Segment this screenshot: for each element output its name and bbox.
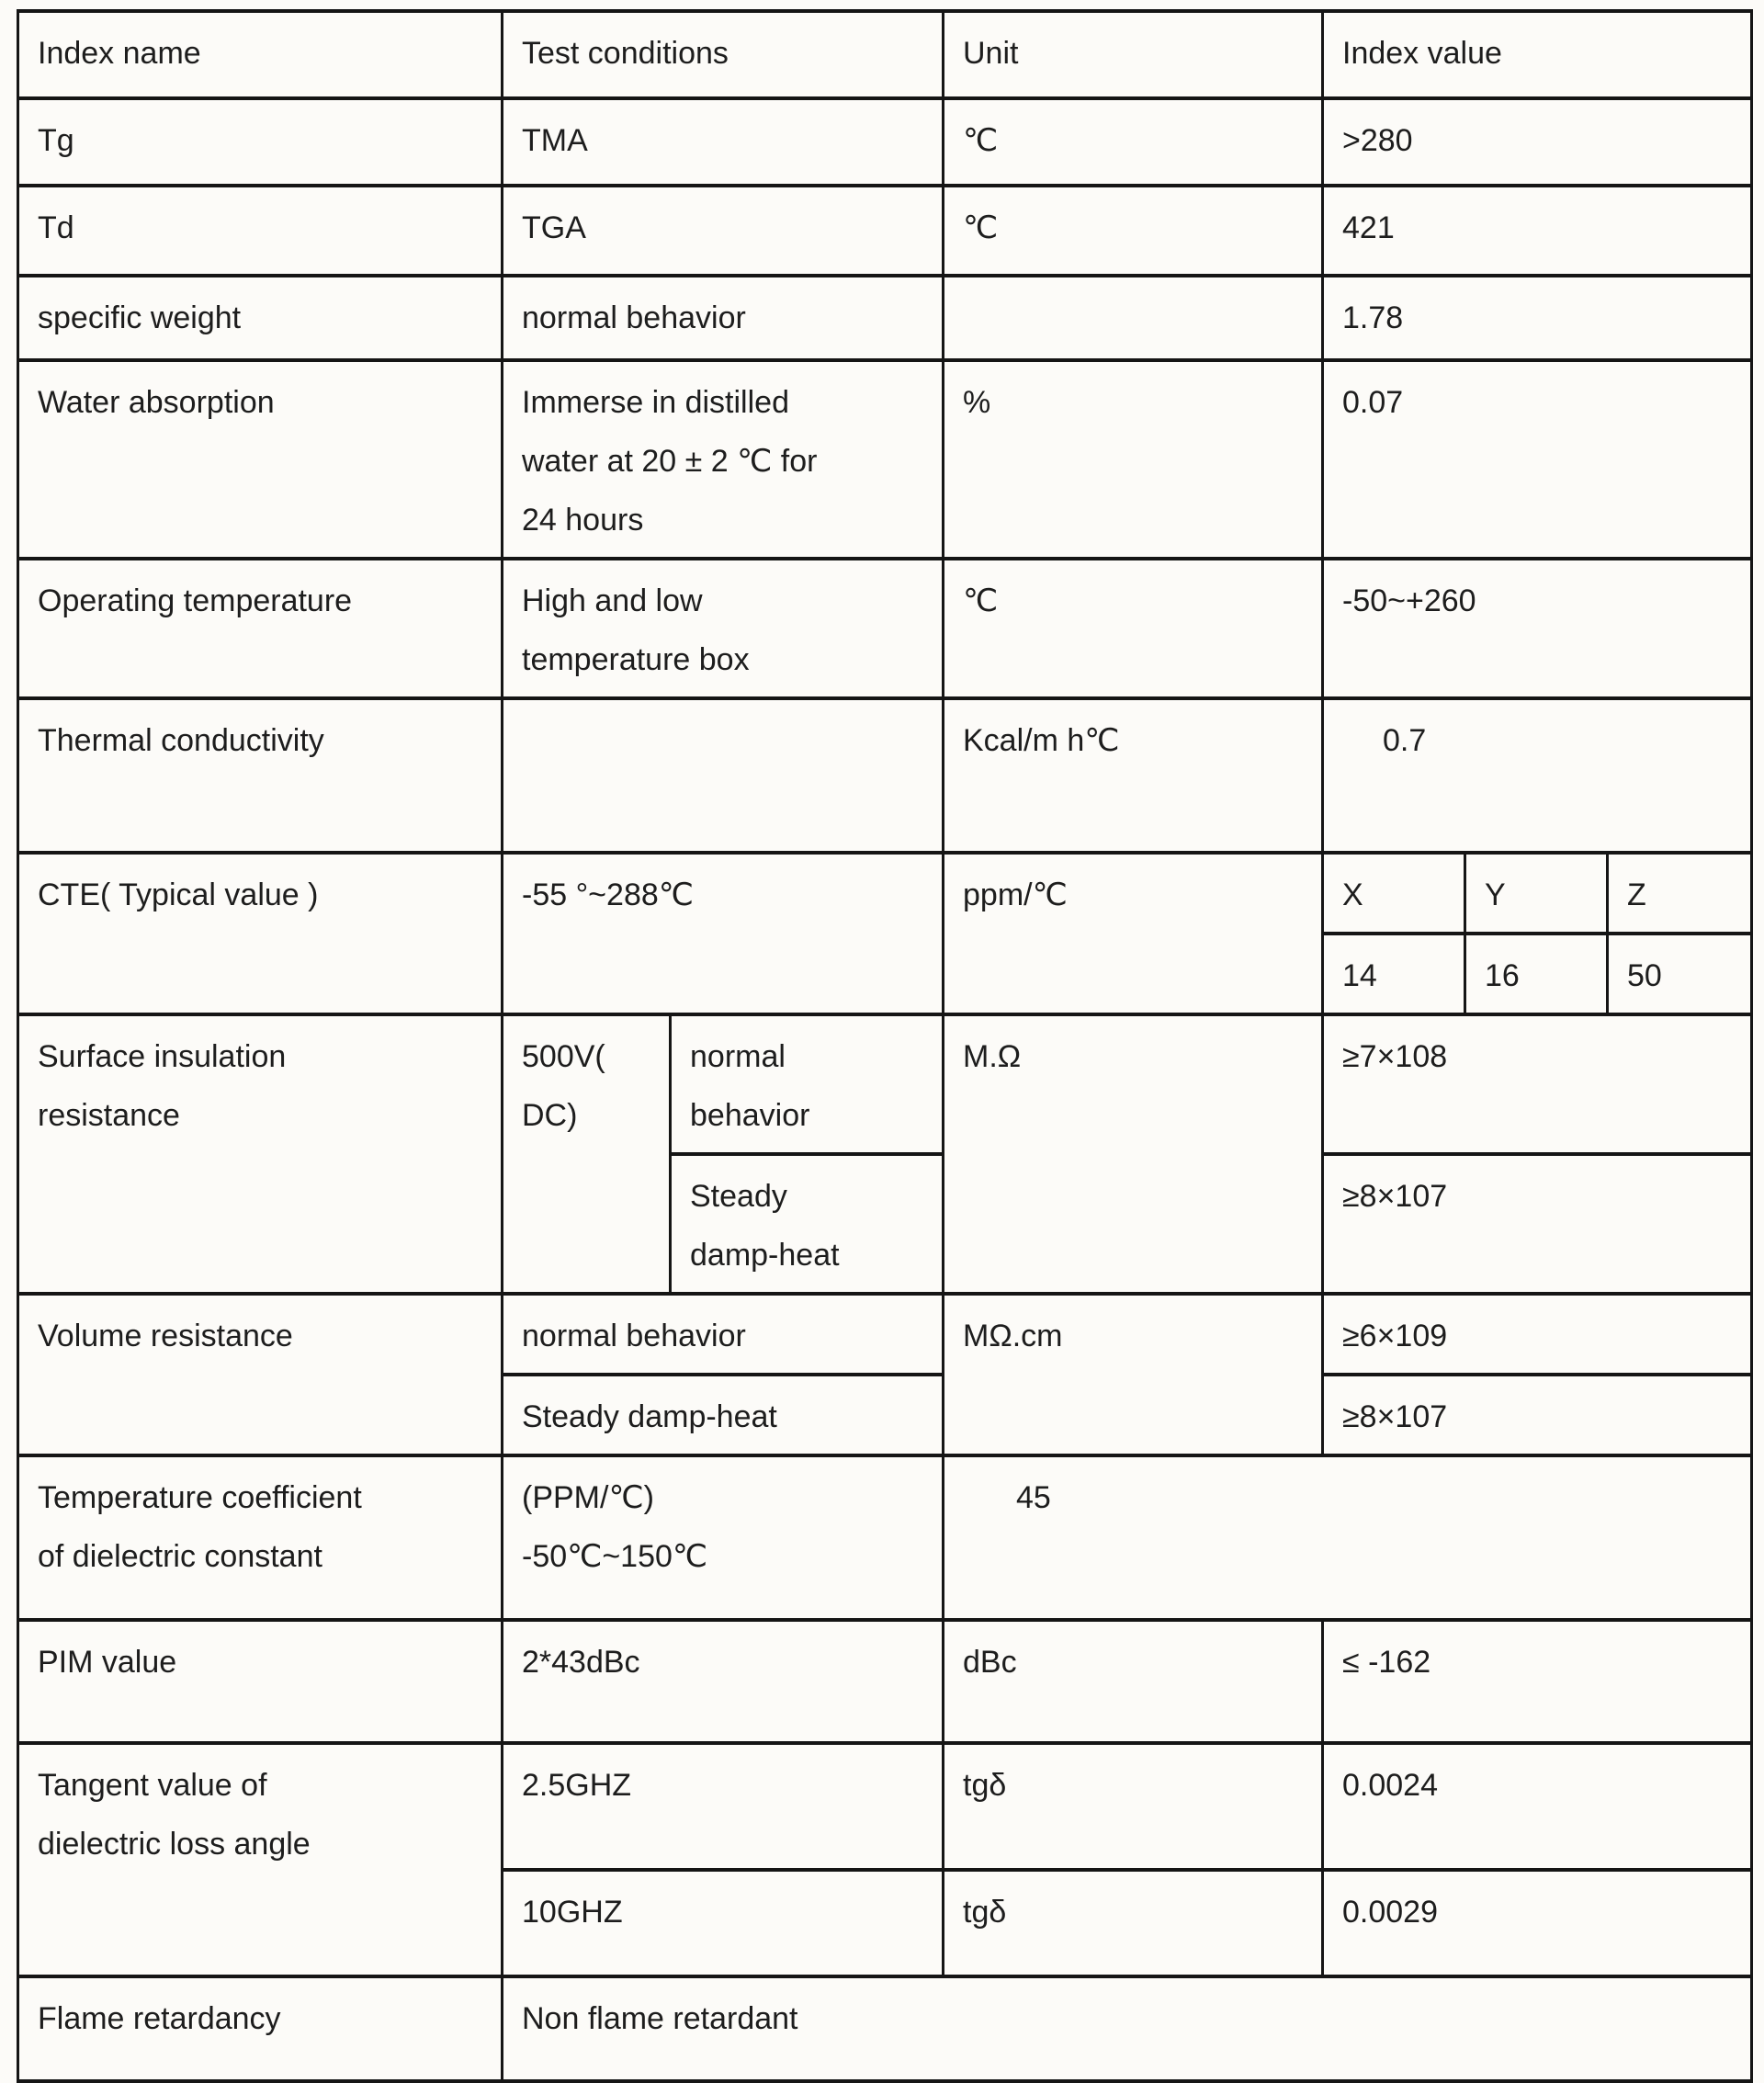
cell-surface-insulation-unit: M.Ω xyxy=(944,1014,1323,1294)
row-surface-insulation-a xyxy=(18,1014,1752,1154)
cell-tangent-name xyxy=(18,1743,503,1976)
name-line: Tangent value of xyxy=(38,1768,267,1803)
cell-flame-name: Flame retardancy xyxy=(18,1976,503,2081)
row-td xyxy=(18,186,1752,276)
cell-tangent-value-25: 0.0024 xyxy=(1323,1743,1752,1870)
cond-line: temperature box xyxy=(522,642,750,677)
row-operating-temperature xyxy=(18,559,1752,698)
cell-surface-insulation-cond-main xyxy=(503,1014,671,1294)
cell-pim-value: ≤ -162 xyxy=(1323,1620,1752,1743)
cond-line: Immerse in distilled xyxy=(522,385,789,420)
cond-line: DC) xyxy=(522,1098,578,1133)
cell-tg-name: Tg xyxy=(18,98,503,186)
cell-operating-temperature-name: Operating temperature xyxy=(18,559,503,698)
cell-tangent-unit-25: tgδ xyxy=(944,1743,1323,1870)
cell-tangent-cond-10: 10GHZ xyxy=(503,1870,944,1976)
cell-volume-resistance-cond-normal: normal behavior xyxy=(503,1294,944,1375)
cell-cte-value-y: 16 xyxy=(1465,934,1608,1014)
row-pim xyxy=(18,1620,1752,1743)
cell-thermal-conductivity-name: Thermal conductivity xyxy=(18,698,503,853)
cell-cte-unit: ppm/℃ xyxy=(944,853,1323,1014)
cell-volume-resistance-unit: MΩ.cm xyxy=(944,1294,1323,1455)
cond-line: water at 20 ± 2 ℃ for xyxy=(522,444,818,479)
row-tg xyxy=(18,98,1752,186)
row-specific-weight xyxy=(18,276,1752,360)
cell-td-name: Td xyxy=(18,186,503,276)
cell-cte-axis-x: X xyxy=(1323,853,1465,934)
cond-line: 500V( xyxy=(522,1039,605,1074)
cell-surface-insulation-cond-damp xyxy=(671,1154,944,1294)
cell-cte-cond: -55 °~288℃ xyxy=(503,853,944,1014)
cell-specific-weight-unit xyxy=(944,276,1323,360)
cond-line: High and low xyxy=(522,583,703,618)
cond-line: -50℃~150℃ xyxy=(522,1539,708,1574)
cell-cte-name: CTE( Typical value ) xyxy=(18,853,503,1014)
cell-temp-coefficient-name xyxy=(18,1455,503,1620)
row-tangent-a xyxy=(18,1743,1752,1870)
cell-operating-temperature-cond xyxy=(503,559,944,698)
name-line: Surface insulation xyxy=(38,1039,287,1074)
row-volume-resistance-a xyxy=(18,1294,1752,1375)
cell-water-absorption-cond xyxy=(503,360,944,559)
cell-tg-cond: TMA xyxy=(503,98,944,186)
cond-line: damp-heat xyxy=(690,1238,840,1273)
cell-cte-axis-y: Y xyxy=(1465,853,1608,934)
cond-line: Steady xyxy=(690,1179,787,1214)
row-cte-axes xyxy=(18,853,1752,934)
cell-operating-temperature-value: -50~+260 xyxy=(1323,559,1752,698)
cell-flame-value: Non flame retardant xyxy=(503,1976,1752,2081)
cond-line: normal xyxy=(690,1039,786,1074)
header-test-conditions: Test conditions xyxy=(503,11,944,98)
header-unit: Unit xyxy=(944,11,1323,98)
cell-cte-value-z: 50 xyxy=(1608,934,1752,1014)
cell-water-absorption-name: Water absorption xyxy=(18,360,503,559)
row-water-absorption xyxy=(18,360,1752,559)
cell-pim-unit: dBc xyxy=(944,1620,1323,1743)
name-line: dielectric loss angle xyxy=(38,1827,311,1862)
cond-line: behavior xyxy=(690,1098,810,1133)
cell-volume-resistance-cond-damp: Steady damp-heat xyxy=(503,1375,944,1455)
cell-surface-insulation-name xyxy=(18,1014,503,1294)
cond-line: 24 hours xyxy=(522,503,644,538)
cell-td-unit: ℃ xyxy=(944,186,1323,276)
cell-volume-resistance-name: Volume resistance xyxy=(18,1294,503,1455)
cell-surface-insulation-value-damp: ≥8×107 xyxy=(1323,1154,1752,1294)
name-line: Temperature coefficient xyxy=(38,1480,362,1515)
cell-tg-value: >280 xyxy=(1323,98,1752,186)
cell-specific-weight-value: 1.78 xyxy=(1323,276,1752,360)
name-line: of dielectric constant xyxy=(38,1539,322,1574)
cell-thermal-conductivity-value: 0.7 xyxy=(1323,698,1752,853)
header-index-name: Index name xyxy=(18,11,503,98)
cell-temp-coefficient-cond xyxy=(503,1455,944,1620)
cell-td-cond: TGA xyxy=(503,186,944,276)
cell-operating-temperature-unit: ℃ xyxy=(944,559,1323,698)
header-index-value: Index value xyxy=(1323,11,1752,98)
cell-temp-coefficient-value: 45 xyxy=(944,1455,1752,1620)
cell-volume-resistance-value-normal: ≥6×109 xyxy=(1323,1294,1752,1375)
cell-tg-unit: ℃ xyxy=(944,98,1323,186)
cell-surface-insulation-cond-normal xyxy=(671,1014,944,1154)
spec-table xyxy=(17,9,1753,2083)
row-flame xyxy=(18,1976,1752,2081)
cell-volume-resistance-value-damp: ≥8×107 xyxy=(1323,1375,1752,1455)
cell-surface-insulation-value-normal: ≥7×108 xyxy=(1323,1014,1752,1154)
header-row xyxy=(18,11,1752,98)
name-line: resistance xyxy=(38,1098,180,1133)
cell-thermal-conductivity-unit: Kcal/m h℃ xyxy=(944,698,1323,853)
cell-pim-cond: 2*43dBc xyxy=(503,1620,944,1743)
row-thermal-conductivity xyxy=(18,698,1752,853)
cond-line: (PPM/℃) xyxy=(522,1480,654,1515)
cell-water-absorption-value: 0.07 xyxy=(1323,360,1752,559)
cell-thermal-conductivity-cond xyxy=(503,698,944,853)
cell-cte-axis-z: Z xyxy=(1608,853,1752,934)
cell-water-absorption-unit: % xyxy=(944,360,1323,559)
cell-tangent-cond-25: 2.5GHZ xyxy=(503,1743,944,1870)
row-temp-coefficient xyxy=(18,1455,1752,1620)
cell-pim-name: PIM value xyxy=(18,1620,503,1743)
cell-tangent-unit-10: tgδ xyxy=(944,1870,1323,1976)
cell-specific-weight-cond: normal behavior xyxy=(503,276,944,360)
cell-specific-weight-name: specific weight xyxy=(18,276,503,360)
cell-td-value: 421 xyxy=(1323,186,1752,276)
cell-tangent-value-10: 0.0029 xyxy=(1323,1870,1752,1976)
cell-cte-value-x: 14 xyxy=(1323,934,1465,1014)
